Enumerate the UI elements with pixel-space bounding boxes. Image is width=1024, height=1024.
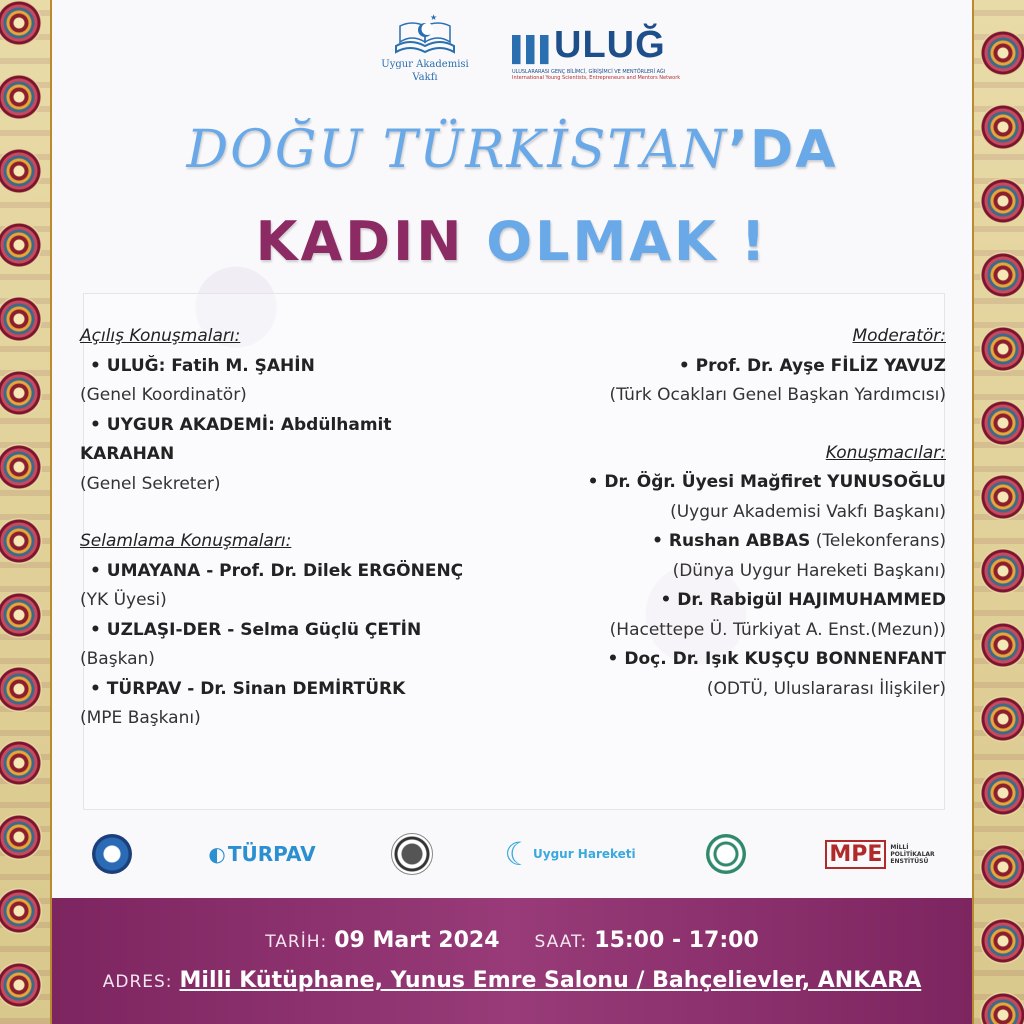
speaker-name: • TÜRPAV - Dr. Sinan DEMİRTÜRK	[90, 678, 406, 699]
paisley-medallion	[0, 518, 42, 564]
paisley-medallion	[0, 74, 42, 120]
moderator-role: (Türk Ocakları Genel Başkan Yardımcısı)	[609, 385, 946, 405]
ulug-wordmark: ▌▌▌ULUĞ	[512, 24, 666, 66]
title-kadin: KADIN	[255, 210, 465, 273]
speaker-role: (YK Üyesi)	[80, 590, 167, 610]
turk-ocaklari-logo	[390, 826, 434, 882]
saat-label: SAAT:	[534, 932, 588, 952]
adres-value: Milli Kütüphane, Yunus Emre Salonu / Bahçelievler, ANKARA	[179, 968, 922, 993]
paisley-medallion	[0, 592, 42, 638]
address-row	[52, 968, 972, 993]
paisley-medallion	[0, 888, 42, 934]
tarih-value: 09 Mart 2024	[334, 928, 500, 953]
uygur-hareketi-text: Uygur Hareketi	[533, 847, 636, 861]
turpav-text: TÜRPAV	[227, 842, 316, 866]
saat-value: 15:00 - 17:00	[594, 928, 759, 953]
title-olmak: OLMAK !	[486, 210, 769, 273]
svg-text:★: ★	[430, 13, 438, 22]
speaker-role: (Dünya Uygur Hareketi Başkanı)	[672, 560, 946, 581]
date-time-row	[52, 928, 972, 953]
paisley-medallion	[0, 444, 42, 490]
crescent-star-icon: ☾	[504, 835, 534, 873]
speaker-name: • UZLAŞI-DER - Selma Güçlü ÇETİN	[90, 619, 422, 640]
speaker-name: • Dr. Öğr. Üyesi Mağfiret YUNUSOĞLU	[587, 472, 946, 492]
paisley-medallion	[980, 770, 1024, 816]
speaker-name: • Rushan ABBAS (Telekonferans)	[652, 531, 946, 551]
paisley-medallion	[980, 696, 1024, 742]
tarih-label: TARİH:	[265, 932, 328, 952]
paisley-medallion	[980, 30, 1024, 76]
speaker-role: (Uygur Akademisi Vakfı Başkanı)	[670, 501, 946, 522]
mpe-text: MPE	[825, 840, 886, 869]
partner-logos	[90, 826, 950, 886]
uzlasi-der-logo	[704, 826, 748, 882]
uygur-hareketi-logo	[500, 826, 640, 882]
uygur-akademi-logo	[380, 12, 470, 84]
paisley-medallion	[980, 474, 1024, 520]
book-crescent-icon	[392, 12, 458, 58]
turpav-logo	[202, 826, 322, 882]
paisley-medallion	[980, 992, 1024, 1024]
bars-icon: ▌▌▌	[512, 36, 555, 63]
moderator-heading: Moderatör:	[852, 326, 946, 346]
umayana-logo	[90, 826, 134, 882]
paisley-medallion	[0, 370, 42, 416]
paisley-medallion	[980, 622, 1024, 668]
turpav-emblem-icon: ◐	[208, 842, 226, 866]
right-column	[506, 322, 946, 704]
ulug-subtitle-1: ULUSLARARASI GENÇ BİLİMCİ, GİRİŞİMCİ VE MENTÖRLERİ AĞI	[512, 69, 666, 75]
speaker-name: • Doç. Dr. Işık KUŞÇU BONNENFANT	[607, 649, 946, 669]
speaker-name: • UYGUR AKADEMİ: Abdülhamit	[90, 414, 392, 435]
paisley-medallion	[0, 814, 42, 860]
speaker-role: (ODTÜ, Uluslararası İlişkiler)	[706, 678, 946, 699]
left-column	[80, 322, 520, 734]
acilis-heading: Açılış Konuşmaları:	[80, 326, 241, 346]
paisley-medallion	[0, 0, 42, 46]
title-script-part: DOĞU TÜRKİSTAN	[186, 120, 729, 180]
speaker-name-cont: KARAHAN	[80, 444, 175, 464]
selamlama-heading: Selamlama Konuşmaları:	[80, 531, 292, 551]
speaker-role: (Hacettepe Ü. Türkiyat A. Enst.(Mezun))	[609, 619, 946, 640]
speaker-role: (Genel Koordinatör)	[80, 385, 247, 405]
adres-label: ADRES:	[102, 972, 173, 992]
ulug-subtitle-2: International Young Scientists, Entrepreneurs and Mentors Network	[512, 75, 681, 81]
footer-bar	[52, 898, 972, 1024]
paisley-medallion	[0, 740, 42, 786]
paisley-medallion	[980, 326, 1024, 372]
mpe-logo: MPE MİLLİ POLİTİKALAR ENSTİTÜSÜ	[820, 826, 940, 882]
paisley-medallion	[980, 844, 1024, 890]
speaker-name: • ULUĞ: Fatih M. ŞAHİN	[90, 355, 315, 376]
speaker-role: (MPE Başkanı)	[80, 708, 201, 728]
speaker-name: • Dr. Rabigül HAJIMUHAMMED	[660, 590, 946, 610]
paisley-medallion	[980, 548, 1024, 594]
moderator-name: • Prof. Dr. Ayşe FİLİZ YAVUZ	[678, 355, 946, 376]
title-line-2	[0, 210, 1024, 273]
title-da: ’DA	[728, 120, 838, 180]
title-line-1	[0, 120, 1024, 180]
uygur-akademi-label-1: Uygur Akademisi	[381, 59, 469, 70]
speaker-name: • UMAYANA - Prof. Dr. Dilek ERGÖNENÇ	[90, 560, 464, 581]
paisley-medallion	[0, 296, 42, 342]
konusmacilar-heading: Konuşmacılar:	[825, 442, 946, 463]
paisley-medallion	[0, 666, 42, 712]
speaker-role: (Genel Sekreter)	[80, 473, 221, 494]
speaker-role: (Başkan)	[80, 649, 155, 669]
ulug-logo	[512, 26, 682, 81]
uygur-akademi-label-2: Vakfı	[412, 72, 438, 83]
paisley-medallion	[980, 918, 1024, 964]
paisley-medallion	[980, 400, 1024, 446]
paisley-medallion	[0, 962, 42, 1008]
